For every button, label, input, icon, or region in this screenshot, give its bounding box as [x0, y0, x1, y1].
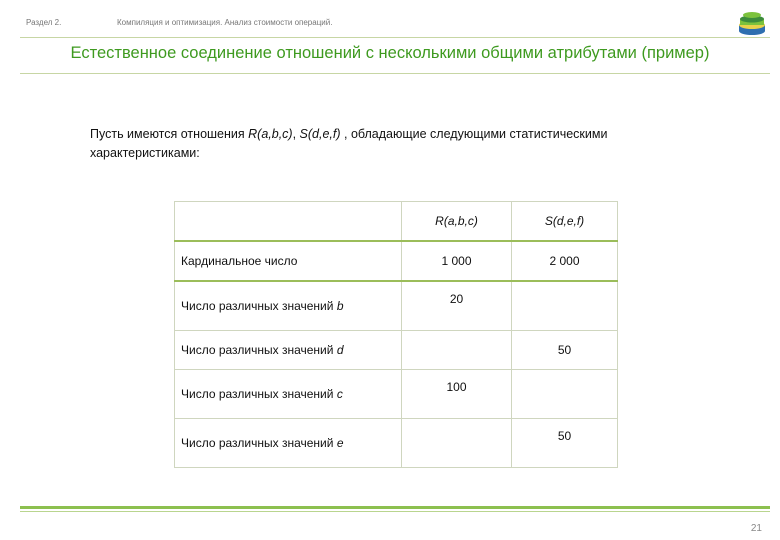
- page-number: 21: [750, 523, 762, 534]
- slide-title: Естественное соединение отношений с несколькими общими атрибутами (пример): [70, 44, 710, 62]
- footer-divider-thin: [20, 511, 770, 512]
- intro-paragraph: [90, 125, 690, 163]
- row-label-prefix: Число различных значений: [181, 299, 337, 313]
- intro-prefix: Пусть имеются отношения: [90, 127, 249, 141]
- row-attr: b: [336, 299, 344, 313]
- cell-s-value: [512, 281, 618, 331]
- row-label: [175, 281, 402, 331]
- row-label-prefix: Число различных значений: [181, 343, 337, 357]
- cell-s-value: 50: [512, 419, 618, 468]
- relation-r: R(a,b,c): [248, 127, 293, 141]
- cell-s-value: [512, 370, 618, 419]
- cell-r-value: [402, 419, 512, 468]
- table-header-row: [175, 202, 618, 242]
- row-label: Кардинальное число: [175, 241, 402, 281]
- table-row: [175, 419, 618, 468]
- cell-r-value: [402, 331, 512, 370]
- cell-r-value: 20: [402, 281, 512, 331]
- intro-suffix: , обладающие следующими статистическими характеристиками:: [90, 127, 608, 160]
- row-label-prefix: Число различных значений: [181, 436, 337, 450]
- row-label: [175, 331, 402, 370]
- cell-s-value: 50: [512, 331, 618, 370]
- row-attr: c: [336, 387, 343, 401]
- relation-s: S(d,e,f): [299, 127, 341, 141]
- footer-divider-thick: [20, 506, 770, 509]
- cell-r-value: 1 000: [402, 241, 512, 281]
- header-cell-r: R(a,b,c): [402, 202, 512, 242]
- table-row: [175, 241, 618, 281]
- header-divider: [20, 37, 770, 38]
- title-divider: [20, 73, 770, 74]
- header-topic-label: Компиляция и оптимизация. Анализ стоимости операций.: [117, 18, 333, 27]
- cell-r-value: 100: [402, 370, 512, 419]
- row-attr: e: [336, 436, 344, 450]
- table-row: [175, 281, 618, 331]
- header-cell-s: S(d,e,f): [512, 202, 618, 242]
- header-section-label: Раздел 2.: [26, 18, 62, 27]
- table-row: [175, 331, 618, 370]
- header-cell-empty: [175, 202, 402, 242]
- row-label: [175, 370, 402, 419]
- coins-stack-logo: [737, 10, 767, 36]
- row-attr: d: [336, 343, 344, 357]
- statistics-table: [174, 201, 618, 468]
- cell-s-value: 2 000: [512, 241, 618, 281]
- table-row: [175, 370, 618, 419]
- row-label-prefix: Число различных значений: [181, 387, 337, 401]
- row-label: [175, 419, 402, 468]
- intro-comma: ,: [292, 127, 300, 141]
